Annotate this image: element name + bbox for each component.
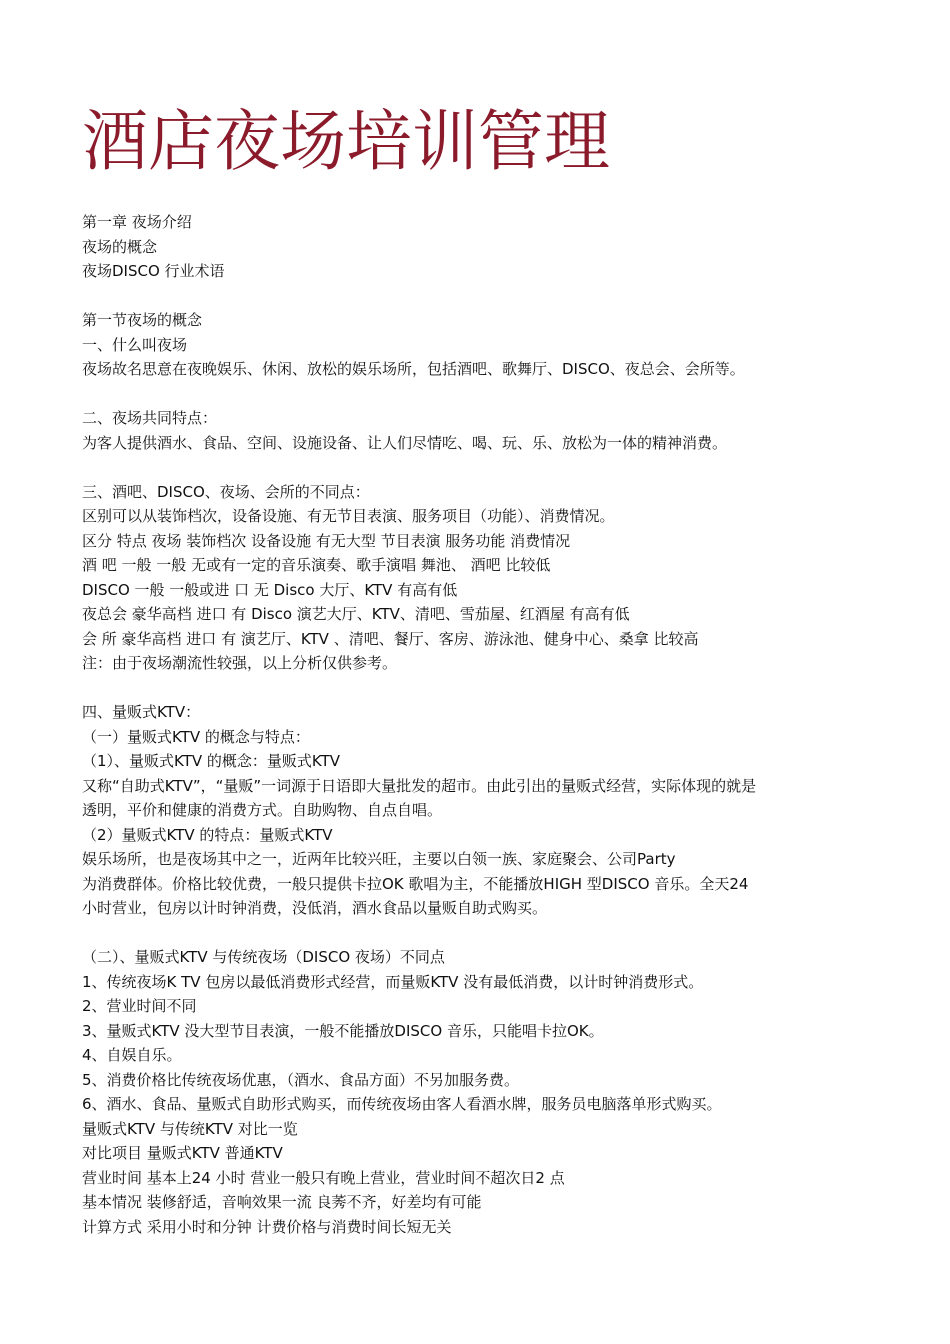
text-line: 第一章 夜场介绍 bbox=[82, 213, 192, 231]
text-line: 夜场故名思意在夜晚娱乐、休闲、放松的娱乐场所，包括酒吧、歌舞厅、DISCO、夜总会、会所等。 bbox=[82, 360, 745, 378]
text-line: 夜总会 豪华高档 进口 有 Disco 演艺大厅、KTV、清吧、雪茄屋、红酒屋 有高有低 bbox=[82, 605, 630, 623]
text-line: 一、什么叫夜场 bbox=[82, 335, 188, 354]
document-body bbox=[82, 210, 872, 1239]
text-line: 娱乐场所，也是夜场其中之一，近两年比较兴旺，主要以白领一族、家庭聚会、公司Party bbox=[82, 850, 676, 868]
text-line: 营业时间 基本上24 小时 营业一般只有晚上营业，营业时间不超次日2 点 bbox=[82, 1168, 565, 1187]
text-line: （1）、量贩式KTV 的概念：量贩式KTV bbox=[82, 752, 341, 770]
text-line: 夜场的概念 bbox=[82, 237, 158, 256]
text-line: （一）量贩式KTV 的概念与特点： bbox=[82, 727, 310, 746]
text-line: （二）、量贩式KTV 与传统夜场（DISCO 夜场）不同点 bbox=[82, 948, 445, 966]
text-line: 2、营业时间不同 bbox=[82, 997, 197, 1015]
text-line: 5、消费价格比传统夜场优惠，（酒水、食品方面）不另加服务费。 bbox=[82, 1070, 520, 1089]
text-line: 第一节夜场的概念 bbox=[82, 311, 203, 329]
text-line: 注：由于夜场潮流性较强，以上分析仅供参考。 bbox=[82, 654, 398, 672]
text-line: 6、酒水、食品、量贩式自助形式购买，而传统夜场由客人看酒水牌，服务员电脑落单形式购买。 bbox=[82, 1095, 722, 1113]
text-line: 4、自娱自乐。 bbox=[82, 1046, 182, 1064]
text-line: 夜场DISCO 行业术语 bbox=[82, 262, 225, 280]
text-line: 酒 吧 一般 一般 无或有一定的音乐演奏、歌手演唱 舞池、 酒吧 比较低 bbox=[82, 556, 551, 574]
text-line: 小时营业，包房以计时钟消费，没低消，酒水食品以量贩自助式购买。 bbox=[82, 899, 548, 917]
text-line: DISCO 一般 一般或进 口 无 Disco 大厅、KTV 有高有低 bbox=[82, 580, 458, 599]
text-line: 为客人提供酒水、食品、空间、设施设备、让人们尽情吃、喝、玩、乐、放松为一体的精神消费。 bbox=[82, 433, 728, 452]
text-line: 基本情况 装修舒适，音响效果一流 良莠不齐，好差均有可能 bbox=[82, 1193, 482, 1211]
text-line: 区别可以从装饰档次，设备设施、有无节目表演、服务项目（功能）、消费情况。 bbox=[82, 507, 615, 525]
text-line: 对比项目 量贩式KTV 普通KTV bbox=[82, 1144, 283, 1162]
blank-line bbox=[82, 382, 872, 407]
blank-line bbox=[82, 921, 872, 946]
text-line: 区分 特点 夜场 装饰档次 设备设施 有无大型 节目表演 服务功能 消费情况 bbox=[82, 531, 571, 550]
text-line: 为消费群体。价格比较优费，一般只提供卡拉OK 歌唱为主，不能播放HIGH 型DISCO 音乐。全天24 bbox=[82, 874, 749, 893]
text-line: 会 所 豪华高档 进口 有 演艺厅、KTV 、清吧、餐厅、客房、游泳池、健身中心、桑拿 比较高 bbox=[82, 629, 699, 648]
text-line: 3、量贩式KTV 没大型节目表演，一般不能播放DISCO 音乐，只能唱卡拉OK。 bbox=[82, 1021, 604, 1040]
blank-line bbox=[82, 284, 872, 309]
document-title: 酒店夜场培训管理 bbox=[82, 103, 610, 180]
text-line: 四、量贩式KTV： bbox=[82, 703, 201, 721]
text-line: 计算方式 采用小时和分钟 计费价格与消费时间长短无关 bbox=[82, 1217, 452, 1236]
blank-line bbox=[82, 676, 872, 701]
text-line: （2）量贩式KTV 的特点：量贩式KTV bbox=[82, 825, 333, 844]
text-line: 二、夜场共同特点： bbox=[82, 409, 218, 427]
text-line: 量贩式KTV 与传统KTV 对比一览 bbox=[82, 1119, 298, 1138]
text-line: 透明，平价和健康的消费方式。自助购物、自点自唱。 bbox=[82, 801, 443, 819]
blank-line bbox=[82, 455, 872, 480]
text-line: 又称“自助式KTV”，“量贩”一词源于日语即大量批发的超市。由此引出的量贩式经营，实际体现的就是 bbox=[82, 776, 757, 795]
text-line: 三、酒吧、DISCO、夜场、会所的不同点： bbox=[82, 482, 370, 501]
text-line: 1、传统夜场K TV 包房以最低消费形式经营，而量贩KTV 没有最低消费，以计时钟消费形式。 bbox=[82, 972, 704, 991]
